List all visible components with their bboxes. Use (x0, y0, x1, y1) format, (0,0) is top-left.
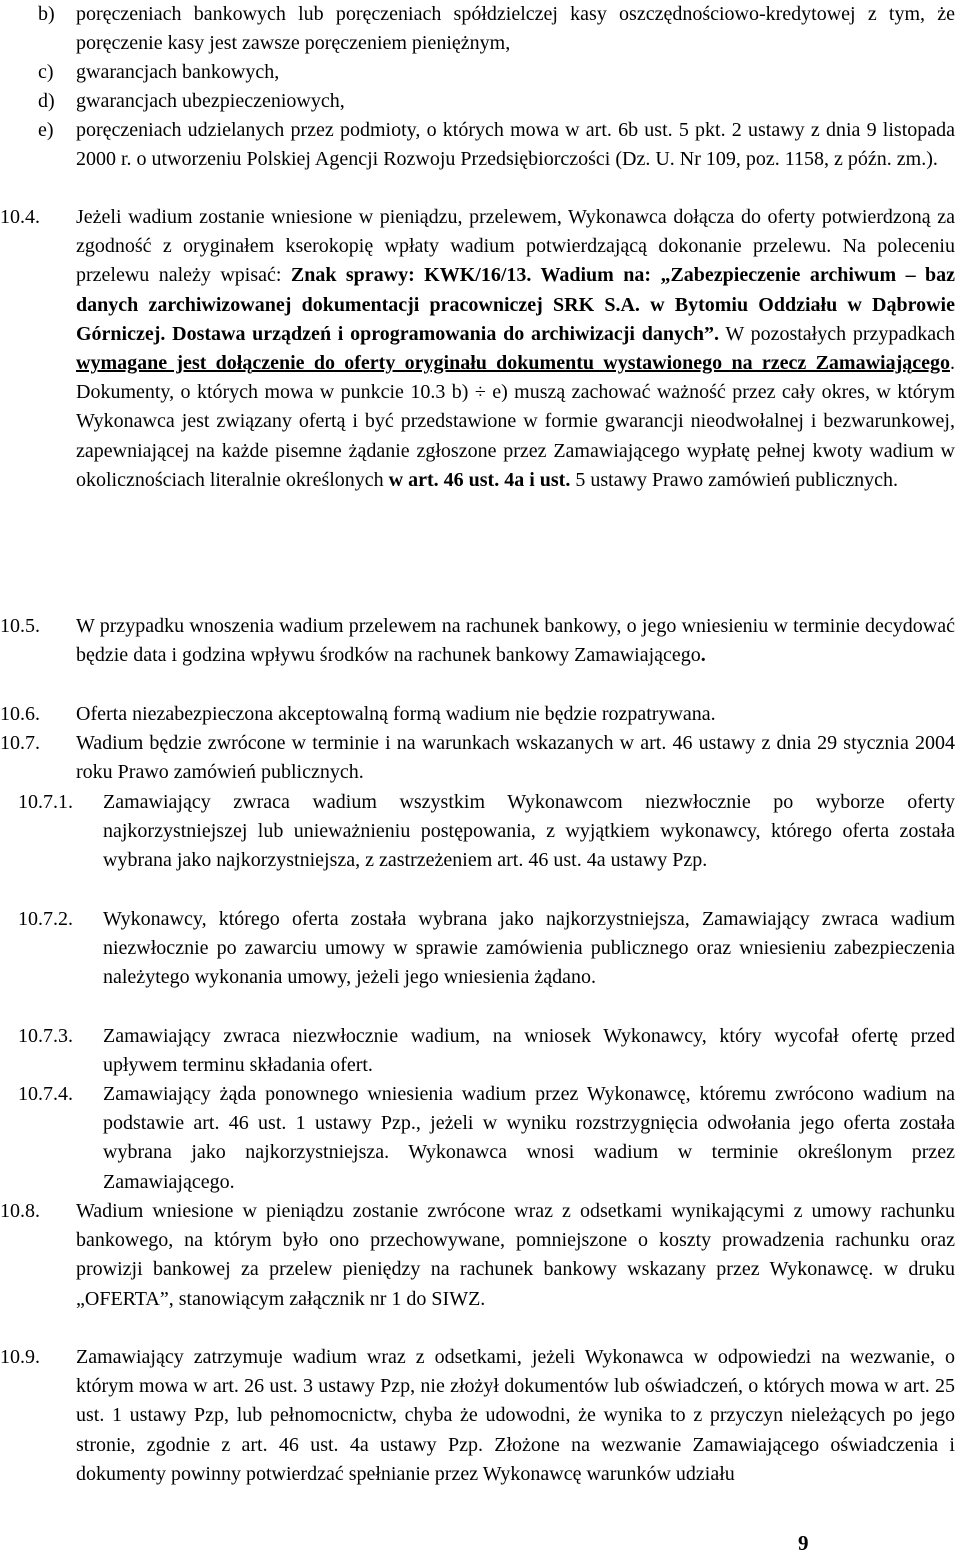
section-text: Wykonawcy, którego oferta została wybrana jako najkorzystniejsza, Zamawiający zwraca wadium niezwłocznie po zawarciu umowy w sprawie zamówienia publicznego oraz wniesieniu zabezpieczenia należytego wykonania umowy, jeżeli jego wniesienia żądano. (103, 908, 955, 989)
section-text (76, 612, 955, 670)
section-number: 10.4. (0, 206, 40, 228)
page-number: 9 (798, 1531, 809, 1555)
bold-text: w art. 46 ust. 4a i ust. (388, 468, 571, 491)
section-number: 10.7.3. (18, 1025, 73, 1047)
section-text-part: W przypadku wnoszenia wadium przelewem na rachunek bankowy, o jego wniesieniu w terminie decydować będzie data i godzina wpływu środków na rachunek bankowy Zamawiającego (76, 615, 955, 667)
list-item-text: gwarancjach ubezpieczeniowych, (76, 90, 345, 112)
section-text: Oferta niezabezpieczona akceptowalną formą wadium nie będzie rozpatrywana. (76, 703, 716, 725)
section-number: 10.6. (0, 703, 40, 725)
section-number: 10.8. (0, 1200, 40, 1222)
bold-text: . (700, 644, 706, 667)
section-text: Zamawiający żąda ponownego wniesienia wadium przez Wykonawcę, któremu zwrócono wadium na podstawie art. 46 ust. 1 ustawy Pzp., jeżeli w wyniku rozstrzygnięcia odwołania jego oferta została wybrana jako najkorzystniejsza. Wykonawca wnosi wadium w terminie określonym przez Zamawiającego. (103, 1083, 955, 1193)
underlined-text: wymagane jest dołączenie do oferty oryginału dokumentu wystawionego na rzecz Zamawiającego (76, 352, 950, 375)
section-text: Zamawiający zwraca wadium wszystkim Wykonawcom niezwłocznie po wyborze oferty najkorzystniejszej lub unieważnieniu postępowania, z wyjątkiem wykonawcy, którego oferta została wybrana jako najkorzystniejsza, z zastrzeżeniem art. 46 ust. 4a ustawy Pzp. (103, 791, 955, 872)
section-number: 10.7.2. (18, 908, 73, 930)
section-text: Zamawiający zatrzymuje wadium wraz z odsetkami, jeżeli Wykonawca w odpowiedzi na wezwanie, o którym mowa w art. 26 ust. 3 ustawy Pzp, nie złożył dokumentów lub oświadczeń, o których mowa w art. 25 ust. 1 ustawy Pzp, lub pełnomocnictw, chyba że udowodni, że wynika to z przyczyn nieleżących po jego stronie, zgodnie z art. 46 ust. 4a ustawy Pzp. Złożone na wezwanie Zamawiającego oświadczenia i dokumenty powinny potwierdzać spełnianie przez Wykonawcę warunków udziału (76, 1346, 955, 1485)
list-marker: e) (38, 119, 54, 141)
list-item-text: poręczeniach udzielanych przez podmioty, o których mowa w art. 6b ust. 5 pkt. 2 ustawy z dnia 9 listopada 2000 r. o utworzeniu Polskiej Agencji Rozwoju Przedsiębiorczości (Dz. U. Nr 109, poz. 1158, z późn. zm.). (76, 119, 955, 171)
section-text: Wadium będzie zwrócone w terminie i na warunkach wskazanych w art. 46 ustawy z dnia 29 stycznia 2004 roku Prawo zamówień publicznych. (76, 732, 955, 784)
section-text-part: Jeżeli wadium zostanie wniesione w pieniądzu, przelewem, Wykonawca dołącza do oferty potwierdzoną za zgodność z oryginałem kserokopię wpłaty wadium potwierdzającą dokonanie przelewu. Na poleceniu przelewu należy wpisać: (76, 206, 955, 287)
bold-text: Znak sprawy: KWK/16/13. Wadium na: „Zabezpieczenie archiwum – baz danych zarchiwizowanej dokumentacji pracowniczej SRK S.A. w Bytomiu Oddziału w Dąbrowie Górniczej. Dostawa urządzeń i oprogramowania do archiwizacji danych”. (76, 264, 955, 345)
section-number: 10.9. (0, 1346, 40, 1368)
section-text-part: . Dokumenty, o których mowa w punkcie 10.3 b) ÷ e) muszą zachować ważność przez cały okres, w którym Wykonawca jest związany ofertą i być przedstawione w formie gwarancji nieodwołalnej i bezwarunkowej, zapewniającej na każde pisemne żądanie zgłoszone przez Zamawiającego wypłatę pełnej kwoty wadium w okolicznościach literalnie określonych (76, 352, 955, 491)
list-item-text: gwarancjach bankowych, (76, 61, 280, 83)
section-number: 10.5. (0, 615, 40, 637)
list-marker: b) (38, 3, 55, 25)
section-text-part: 5 ustawy Prawo zamówień publicznych. (570, 468, 899, 491)
section-number: 10.7. (0, 732, 40, 754)
section-text: Wadium wniesione w pieniądzu zostanie zwrócone wraz z odsetkami wynikającymi z umowy rachunku bankowego, na którym było ono przechowywane, pomniejszone o koszty prowadzenia rachunku oraz prowizji bankowej za przelew pieniędzy na rachunek bankowy wskazany przez Wykonawcę. w druku „OFERTA”, stanowiącym załącznik nr 1 do SIWZ. (76, 1200, 955, 1310)
section-text-part: W pozostałych przypadkach (718, 322, 955, 345)
list-marker: c) (38, 61, 54, 83)
section-number: 10.7.4. (18, 1083, 73, 1105)
list-marker: d) (38, 90, 55, 112)
section-number: 10.7.1. (18, 791, 73, 813)
list-item-text: poręczeniach bankowych lub poręczeniach spółdzielczej kasy oszczędnościowo-kredytowej z tym, że poręczenie kasy jest zawsze poręczeniem pieniężnym, (76, 3, 955, 55)
section-text (76, 203, 955, 495)
section-text: Zamawiający zwraca niezwłocznie wadium, na wniosek Wykonawcy, który wycofał ofertę przed upływem terminu składania ofert. (103, 1025, 955, 1077)
